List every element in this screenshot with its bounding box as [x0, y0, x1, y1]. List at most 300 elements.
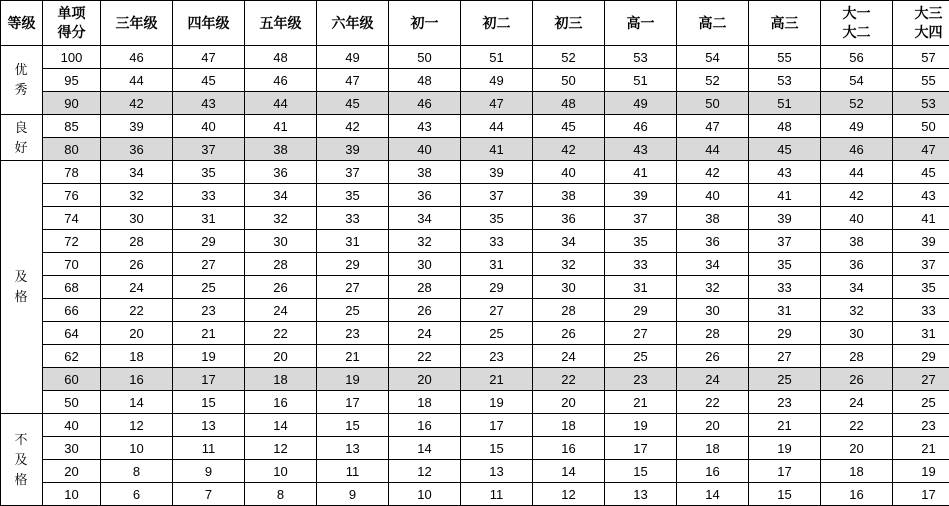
score-value: 50 — [43, 391, 101, 414]
data-cell: 22 — [821, 414, 893, 437]
data-cell: 9 — [317, 483, 389, 506]
table-row — [1, 483, 949, 506]
data-cell: 25 — [605, 345, 677, 368]
data-cell: 30 — [245, 230, 317, 253]
data-cell: 40 — [389, 138, 461, 161]
data-cell: 25 — [317, 299, 389, 322]
grade-group-label-line: 格 — [1, 470, 42, 490]
data-cell: 48 — [533, 92, 605, 115]
data-cell: 31 — [605, 276, 677, 299]
data-cell: 14 — [245, 414, 317, 437]
data-cell: 40 — [821, 207, 893, 230]
data-cell: 19 — [605, 414, 677, 437]
data-cell: 51 — [461, 46, 533, 69]
data-cell: 36 — [389, 184, 461, 207]
data-cell: 18 — [101, 345, 173, 368]
data-cell: 33 — [605, 253, 677, 276]
grade-group-label-line: 好 — [1, 138, 42, 158]
data-cell: 36 — [245, 161, 317, 184]
data-cell: 44 — [677, 138, 749, 161]
data-cell: 17 — [317, 391, 389, 414]
data-cell: 22 — [389, 345, 461, 368]
header-grade6-label: 六年级 — [317, 14, 388, 33]
data-cell: 39 — [893, 230, 949, 253]
grade-group-label-line: 格 — [1, 287, 42, 307]
data-cell: 29 — [749, 322, 821, 345]
data-cell: 38 — [245, 138, 317, 161]
data-cell: 16 — [389, 414, 461, 437]
data-cell: 45 — [317, 92, 389, 115]
data-cell: 33 — [749, 276, 821, 299]
header-uni34-line-2: 大四 — [893, 23, 949, 42]
data-cell: 15 — [173, 391, 245, 414]
data-cell: 20 — [533, 391, 605, 414]
data-cell: 39 — [317, 138, 389, 161]
data-cell: 37 — [605, 207, 677, 230]
data-cell: 26 — [389, 299, 461, 322]
data-cell: 46 — [101, 46, 173, 69]
data-cell: 39 — [461, 161, 533, 184]
grade-group-label — [1, 161, 43, 414]
data-cell: 27 — [317, 276, 389, 299]
data-cell: 40 — [533, 161, 605, 184]
data-cell: 27 — [893, 368, 949, 391]
data-cell: 50 — [893, 115, 949, 138]
data-cell: 52 — [677, 69, 749, 92]
data-cell: 26 — [245, 276, 317, 299]
data-cell: 8 — [101, 460, 173, 483]
data-cell: 33 — [317, 207, 389, 230]
header-score — [43, 1, 101, 46]
data-cell: 24 — [677, 368, 749, 391]
header-row — [1, 1, 949, 46]
data-cell: 32 — [533, 253, 605, 276]
data-cell: 56 — [821, 46, 893, 69]
data-cell: 26 — [101, 253, 173, 276]
data-cell: 43 — [605, 138, 677, 161]
data-cell: 37 — [461, 184, 533, 207]
data-cell: 13 — [173, 414, 245, 437]
data-cell: 37 — [317, 161, 389, 184]
table-row — [1, 161, 949, 184]
data-cell: 53 — [893, 92, 949, 115]
data-cell: 23 — [317, 322, 389, 345]
data-cell: 43 — [173, 92, 245, 115]
data-cell: 44 — [461, 115, 533, 138]
data-cell: 17 — [893, 483, 949, 506]
header-grade5-label: 五年级 — [245, 14, 316, 33]
data-cell: 44 — [245, 92, 317, 115]
data-cell: 32 — [245, 207, 317, 230]
data-cell: 41 — [605, 161, 677, 184]
data-cell: 35 — [893, 276, 949, 299]
header-grade3-label: 三年级 — [101, 14, 172, 33]
data-cell: 57 — [893, 46, 949, 69]
data-cell: 47 — [677, 115, 749, 138]
data-cell: 28 — [821, 345, 893, 368]
table-row — [1, 92, 949, 115]
data-cell: 50 — [389, 46, 461, 69]
data-cell: 16 — [821, 483, 893, 506]
data-cell: 21 — [893, 437, 949, 460]
data-cell: 43 — [389, 115, 461, 138]
header-senior3-label: 高三 — [749, 14, 820, 33]
data-cell: 18 — [245, 368, 317, 391]
data-cell: 45 — [749, 138, 821, 161]
data-cell: 46 — [245, 69, 317, 92]
data-cell: 54 — [677, 46, 749, 69]
data-cell: 22 — [101, 299, 173, 322]
data-cell: 52 — [533, 46, 605, 69]
table-row — [1, 299, 949, 322]
data-cell: 20 — [101, 322, 173, 345]
data-cell: 10 — [245, 460, 317, 483]
data-cell: 53 — [749, 69, 821, 92]
grade-group-label-line: 及 — [1, 267, 42, 287]
header-junior3 — [533, 1, 605, 46]
data-cell: 33 — [461, 230, 533, 253]
data-cell: 39 — [749, 207, 821, 230]
data-cell: 29 — [317, 253, 389, 276]
data-cell: 14 — [389, 437, 461, 460]
data-cell: 21 — [605, 391, 677, 414]
data-cell: 38 — [389, 161, 461, 184]
data-cell: 20 — [245, 345, 317, 368]
score-value: 60 — [43, 368, 101, 391]
data-cell: 35 — [173, 161, 245, 184]
data-cell: 55 — [749, 46, 821, 69]
data-cell: 28 — [677, 322, 749, 345]
data-cell: 24 — [245, 299, 317, 322]
data-cell: 20 — [389, 368, 461, 391]
data-cell: 18 — [533, 414, 605, 437]
data-cell: 44 — [821, 161, 893, 184]
table-row — [1, 345, 949, 368]
data-cell: 47 — [893, 138, 949, 161]
data-cell: 50 — [677, 92, 749, 115]
data-cell: 31 — [173, 207, 245, 230]
data-cell: 36 — [101, 138, 173, 161]
table-row — [1, 207, 949, 230]
data-cell: 28 — [245, 253, 317, 276]
data-cell: 13 — [461, 460, 533, 483]
data-cell: 41 — [893, 207, 949, 230]
data-cell: 19 — [173, 345, 245, 368]
data-cell: 12 — [389, 460, 461, 483]
data-cell: 11 — [173, 437, 245, 460]
data-cell: 25 — [749, 368, 821, 391]
data-cell: 12 — [101, 414, 173, 437]
data-cell: 27 — [173, 253, 245, 276]
header-junior2 — [461, 1, 533, 46]
score-value: 64 — [43, 322, 101, 345]
data-cell: 37 — [893, 253, 949, 276]
data-cell: 49 — [461, 69, 533, 92]
data-cell: 45 — [893, 161, 949, 184]
data-cell: 13 — [605, 483, 677, 506]
data-cell: 34 — [101, 161, 173, 184]
header-senior2-label: 高二 — [677, 14, 748, 33]
data-cell: 34 — [389, 207, 461, 230]
header-senior1-label: 高一 — [605, 14, 676, 33]
data-cell: 32 — [101, 184, 173, 207]
data-cell: 36 — [533, 207, 605, 230]
header-grade4 — [173, 1, 245, 46]
data-cell: 49 — [605, 92, 677, 115]
data-cell: 50 — [533, 69, 605, 92]
header-senior2 — [677, 1, 749, 46]
data-cell: 40 — [173, 115, 245, 138]
table-row — [1, 115, 949, 138]
header-uni34-line-1: 大三 — [893, 4, 949, 23]
table-row — [1, 184, 949, 207]
data-cell: 46 — [821, 138, 893, 161]
data-cell: 48 — [749, 115, 821, 138]
grade-group-label — [1, 115, 43, 161]
data-cell: 16 — [245, 391, 317, 414]
data-cell: 33 — [893, 299, 949, 322]
data-cell: 16 — [101, 368, 173, 391]
data-cell: 23 — [461, 345, 533, 368]
header-uni12 — [821, 1, 893, 46]
data-cell: 42 — [821, 184, 893, 207]
data-cell: 42 — [317, 115, 389, 138]
score-value: 74 — [43, 207, 101, 230]
data-cell: 34 — [677, 253, 749, 276]
data-cell: 42 — [677, 161, 749, 184]
grade-group-label-line: 优 — [1, 60, 42, 80]
grade-group-label — [1, 46, 43, 115]
data-cell: 55 — [893, 69, 949, 92]
score-value: 85 — [43, 115, 101, 138]
data-cell: 19 — [317, 368, 389, 391]
score-value: 70 — [43, 253, 101, 276]
data-cell: 15 — [605, 460, 677, 483]
data-cell: 35 — [605, 230, 677, 253]
grade-group-label — [1, 414, 43, 506]
header-grade3 — [101, 1, 173, 46]
data-cell: 33 — [173, 184, 245, 207]
data-cell: 35 — [749, 253, 821, 276]
score-value: 30 — [43, 437, 101, 460]
data-cell: 29 — [461, 276, 533, 299]
data-cell: 12 — [533, 483, 605, 506]
data-cell: 29 — [173, 230, 245, 253]
table-row — [1, 276, 949, 299]
data-cell: 52 — [821, 92, 893, 115]
data-cell: 34 — [533, 230, 605, 253]
data-cell: 48 — [389, 69, 461, 92]
table-row — [1, 460, 949, 483]
data-cell: 25 — [173, 276, 245, 299]
data-cell: 41 — [749, 184, 821, 207]
data-cell: 31 — [317, 230, 389, 253]
score-value: 76 — [43, 184, 101, 207]
data-cell: 37 — [749, 230, 821, 253]
header-score-line-2: 得分 — [43, 23, 100, 42]
data-cell: 15 — [749, 483, 821, 506]
data-cell: 30 — [821, 322, 893, 345]
header-junior1 — [389, 1, 461, 46]
grade-group-label-line: 及 — [1, 450, 42, 470]
data-cell: 49 — [317, 46, 389, 69]
data-cell: 47 — [173, 46, 245, 69]
header-junior2-label: 初二 — [461, 14, 532, 33]
table-row — [1, 368, 949, 391]
data-cell: 17 — [461, 414, 533, 437]
data-cell: 21 — [317, 345, 389, 368]
data-cell: 26 — [677, 345, 749, 368]
data-cell: 35 — [461, 207, 533, 230]
data-cell: 45 — [173, 69, 245, 92]
data-cell: 45 — [533, 115, 605, 138]
data-cell: 21 — [749, 414, 821, 437]
score-value: 66 — [43, 299, 101, 322]
data-cell: 38 — [821, 230, 893, 253]
table-row — [1, 414, 949, 437]
data-cell: 42 — [533, 138, 605, 161]
header-grade — [1, 1, 43, 46]
data-cell: 46 — [605, 115, 677, 138]
table-row — [1, 322, 949, 345]
score-value: 80 — [43, 138, 101, 161]
data-cell: 34 — [821, 276, 893, 299]
data-cell: 24 — [389, 322, 461, 345]
data-cell: 25 — [893, 391, 949, 414]
data-cell: 27 — [749, 345, 821, 368]
data-cell: 23 — [893, 414, 949, 437]
data-cell: 41 — [245, 115, 317, 138]
data-cell: 51 — [605, 69, 677, 92]
score-value: 100 — [43, 46, 101, 69]
data-cell: 32 — [389, 230, 461, 253]
data-cell: 17 — [749, 460, 821, 483]
table-header — [1, 1, 949, 46]
header-uni34 — [893, 1, 949, 46]
table-row — [1, 69, 949, 92]
data-cell: 46 — [389, 92, 461, 115]
data-cell: 12 — [245, 437, 317, 460]
header-grade4-label: 四年级 — [173, 14, 244, 33]
data-cell: 26 — [533, 322, 605, 345]
data-cell: 23 — [605, 368, 677, 391]
data-cell: 27 — [461, 299, 533, 322]
table-row — [1, 230, 949, 253]
data-cell: 47 — [461, 92, 533, 115]
data-cell: 28 — [101, 230, 173, 253]
score-value: 72 — [43, 230, 101, 253]
score-value: 78 — [43, 161, 101, 184]
data-cell: 49 — [821, 115, 893, 138]
data-cell: 13 — [317, 437, 389, 460]
score-value: 20 — [43, 460, 101, 483]
data-cell: 44 — [101, 69, 173, 92]
data-cell: 39 — [605, 184, 677, 207]
header-senior1 — [605, 1, 677, 46]
table-row — [1, 437, 949, 460]
data-cell: 22 — [533, 368, 605, 391]
data-cell: 7 — [173, 483, 245, 506]
data-cell: 21 — [173, 322, 245, 345]
data-cell: 19 — [461, 391, 533, 414]
grade-group-label-line: 良 — [1, 118, 42, 138]
data-cell: 30 — [677, 299, 749, 322]
data-cell: 29 — [893, 345, 949, 368]
data-cell: 14 — [533, 460, 605, 483]
header-uni12-line-1: 大一 — [821, 4, 892, 23]
header-junior3-label: 初三 — [533, 14, 604, 33]
data-cell: 14 — [101, 391, 173, 414]
table-row — [1, 138, 949, 161]
data-cell: 24 — [533, 345, 605, 368]
data-cell: 19 — [893, 460, 949, 483]
data-cell: 22 — [245, 322, 317, 345]
data-cell: 28 — [389, 276, 461, 299]
data-cell: 43 — [893, 184, 949, 207]
data-cell: 36 — [677, 230, 749, 253]
header-senior3 — [749, 1, 821, 46]
score-value: 95 — [43, 69, 101, 92]
data-cell: 9 — [173, 460, 245, 483]
data-cell: 53 — [605, 46, 677, 69]
table-body — [1, 46, 949, 506]
data-cell: 39 — [101, 115, 173, 138]
data-cell: 48 — [245, 46, 317, 69]
data-cell: 15 — [317, 414, 389, 437]
data-cell: 20 — [677, 414, 749, 437]
data-cell: 43 — [749, 161, 821, 184]
data-cell: 22 — [677, 391, 749, 414]
data-cell: 24 — [101, 276, 173, 299]
data-cell: 18 — [389, 391, 461, 414]
score-value: 40 — [43, 414, 101, 437]
data-cell: 29 — [605, 299, 677, 322]
header-uni12-line-2: 大二 — [821, 23, 892, 42]
data-cell: 26 — [821, 368, 893, 391]
data-cell: 32 — [677, 276, 749, 299]
data-cell: 17 — [173, 368, 245, 391]
table-row — [1, 391, 949, 414]
data-cell: 19 — [749, 437, 821, 460]
data-cell: 31 — [893, 322, 949, 345]
data-cell: 51 — [749, 92, 821, 115]
table-row — [1, 46, 949, 69]
data-cell: 42 — [101, 92, 173, 115]
data-cell: 32 — [821, 299, 893, 322]
data-cell: 30 — [389, 253, 461, 276]
data-cell: 18 — [677, 437, 749, 460]
data-cell: 6 — [101, 483, 173, 506]
data-cell: 31 — [461, 253, 533, 276]
data-cell: 37 — [173, 138, 245, 161]
header-junior1-label: 初一 — [389, 14, 460, 33]
data-cell: 30 — [533, 276, 605, 299]
data-cell: 23 — [749, 391, 821, 414]
data-cell: 28 — [533, 299, 605, 322]
data-cell: 8 — [245, 483, 317, 506]
data-cell: 24 — [821, 391, 893, 414]
header-grade6 — [317, 1, 389, 46]
data-cell: 14 — [677, 483, 749, 506]
header-grade-line-1: 等级 — [1, 14, 42, 33]
data-cell: 31 — [749, 299, 821, 322]
data-cell: 54 — [821, 69, 893, 92]
data-cell: 38 — [677, 207, 749, 230]
data-cell: 35 — [317, 184, 389, 207]
data-cell: 23 — [173, 299, 245, 322]
data-cell: 41 — [461, 138, 533, 161]
data-cell: 47 — [317, 69, 389, 92]
